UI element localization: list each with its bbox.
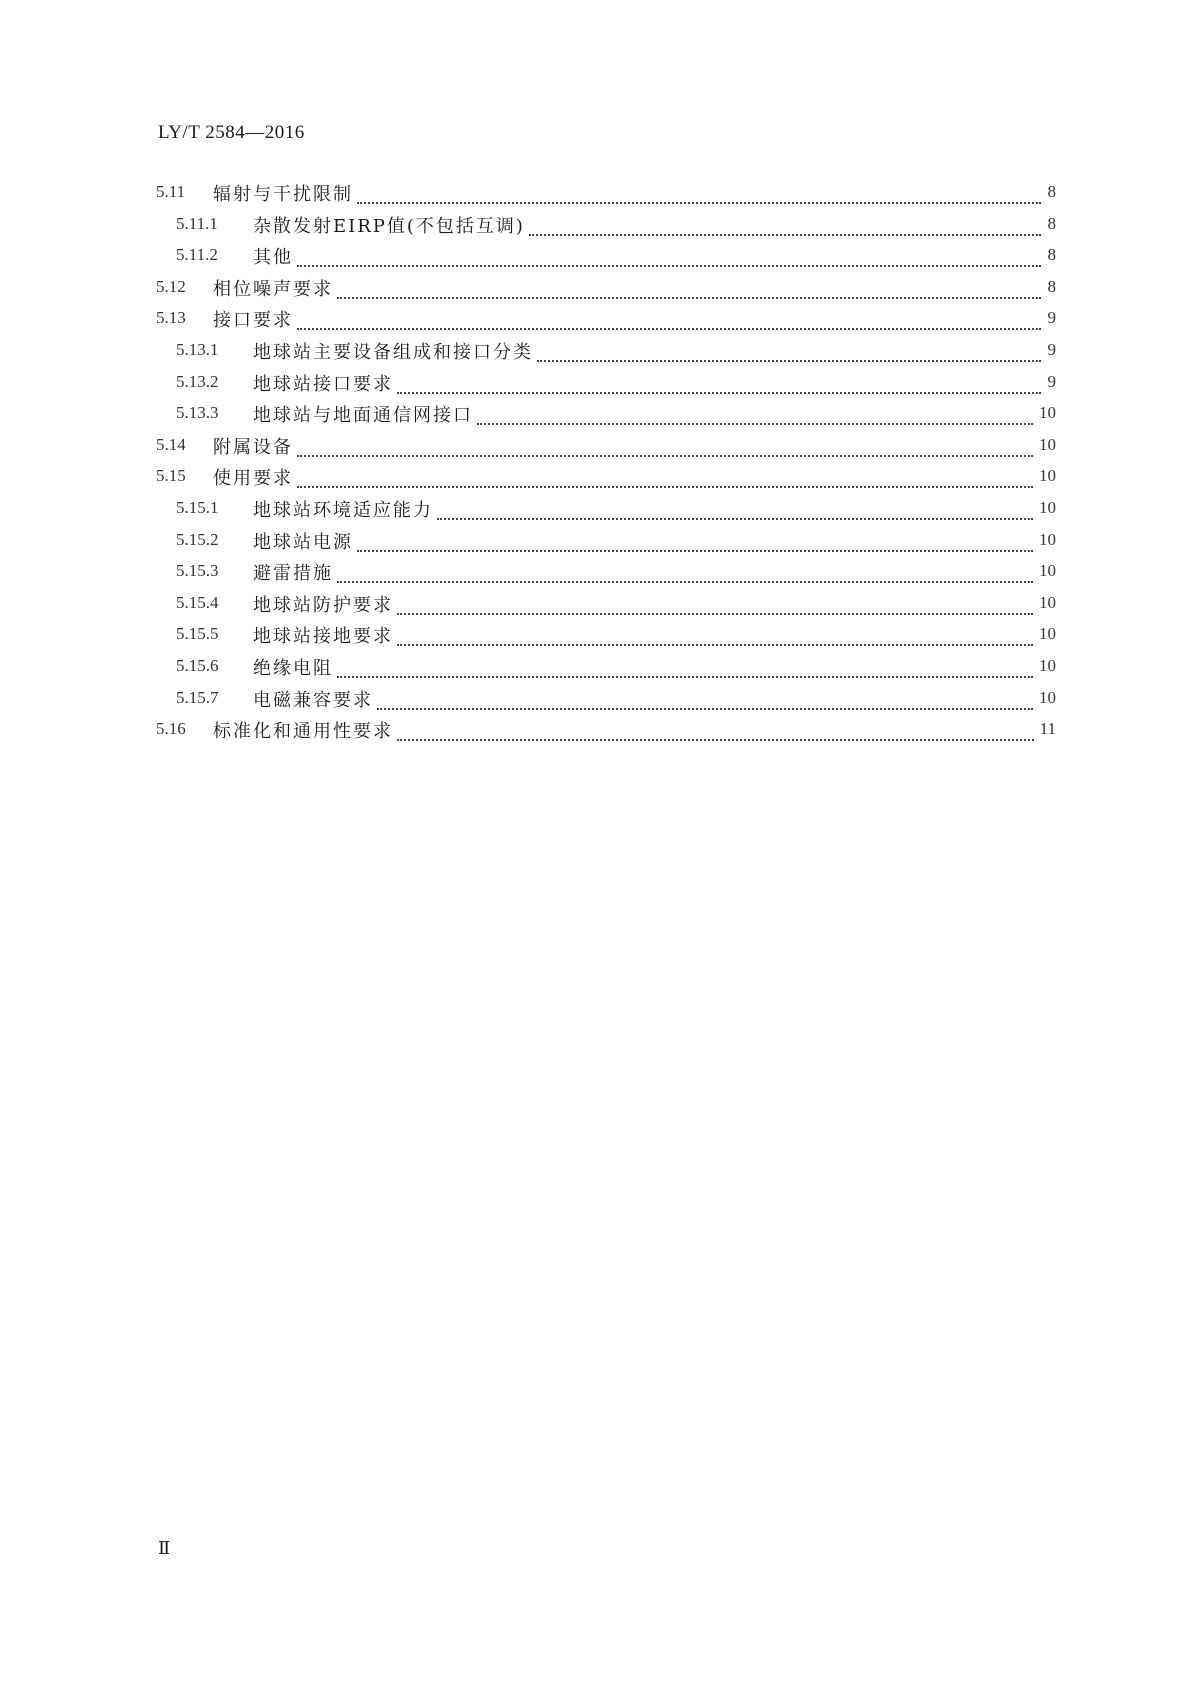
toc-entry-number: 5.15 — [156, 466, 186, 486]
toc-entry-page: 10 — [1033, 593, 1056, 613]
toc-entry[interactable] — [156, 399, 1056, 431]
toc-leader-dots — [337, 652, 1033, 678]
toc-entry-page: 8 — [1042, 245, 1057, 265]
toc-entry-title: 使用要求 — [213, 464, 297, 490]
toc-entry-page: 10 — [1033, 498, 1056, 518]
toc-entry-page: 8 — [1042, 214, 1057, 234]
toc-leader-dots — [357, 178, 1041, 204]
page-number-footer: Ⅱ — [158, 1538, 171, 1558]
toc-entry-title: 地球站防护要求 — [253, 591, 397, 617]
table-of-contents — [156, 178, 1056, 747]
toc-entry-title: 辐射与干扰限制 — [213, 180, 357, 206]
toc-leader-dots — [377, 684, 1033, 710]
toc-entry[interactable] — [156, 273, 1056, 305]
toc-entry-number: 5.11 — [156, 182, 186, 201]
toc-entry-page: 10 — [1033, 435, 1056, 455]
toc-entry-page: 8 — [1042, 182, 1057, 202]
document-id-header: LY/T 2584—2016 — [158, 122, 305, 143]
toc-entry-title: 标准化和通用性要求 — [213, 717, 397, 743]
toc-entry-title: 接口要求 — [213, 306, 297, 332]
toc-leader-dots — [537, 336, 1041, 362]
toc-leader-dots — [397, 589, 1033, 615]
toc-entry-title: 地球站接口要求 — [253, 370, 397, 396]
toc-entry-page: 11 — [1034, 719, 1056, 739]
toc-entry-title: 地球站主要设备组成和接口分类 — [253, 338, 537, 364]
toc-entry[interactable] — [156, 620, 1056, 652]
toc-entry-number: 5.15.1 — [176, 497, 219, 517]
toc-leader-dots — [297, 304, 1041, 330]
toc-entry-number: 5.15.4 — [176, 592, 219, 612]
toc-entry[interactable] — [156, 210, 1056, 242]
toc-entry[interactable] — [156, 336, 1056, 368]
toc-leader-dots — [397, 715, 1034, 741]
toc-entry-title: 附属设备 — [213, 433, 297, 459]
toc-entry-page: 10 — [1033, 624, 1056, 644]
toc-entry[interactable] — [156, 431, 1056, 463]
toc-entry-title: 相位噪声要求 — [213, 275, 337, 301]
toc-entry[interactable] — [156, 368, 1056, 400]
toc-entry-page: 8 — [1042, 277, 1057, 297]
toc-entry-page: 10 — [1033, 403, 1056, 423]
toc-entry-number: 5.11.1 — [176, 213, 218, 233]
toc-entry-page: 10 — [1033, 688, 1056, 708]
toc-entry-number: 5.12 — [156, 276, 186, 296]
toc-entry-number: 5.13.2 — [176, 371, 219, 391]
toc-leader-dots — [357, 526, 1033, 552]
toc-entry-title: 其他 — [253, 243, 297, 269]
toc-entry-number: 5.13.3 — [176, 403, 219, 423]
toc-entry-number: 5.14 — [156, 434, 186, 454]
toc-leader-dots — [337, 273, 1041, 299]
toc-entry[interactable] — [156, 715, 1056, 747]
toc-entry-title: 地球站环境适应能力 — [253, 496, 437, 522]
toc-leader-dots — [297, 462, 1033, 488]
toc-entry-title: 地球站接地要求 — [253, 622, 397, 648]
toc-entry[interactable] — [156, 178, 1056, 210]
toc-entry-page: 10 — [1033, 561, 1056, 581]
toc-entry-title: 地球站电源 — [253, 528, 357, 554]
toc-leader-dots — [297, 241, 1041, 267]
toc-entry[interactable] — [156, 652, 1056, 684]
toc-entry-page: 10 — [1033, 466, 1056, 486]
toc-leader-dots — [397, 620, 1033, 646]
toc-entry-page: 9 — [1042, 340, 1057, 360]
toc-entry-page: 10 — [1033, 656, 1056, 676]
toc-entry-title: 地球站与地面通信网接口 — [253, 401, 477, 427]
toc-entry[interactable] — [156, 494, 1056, 526]
toc-leader-dots — [477, 399, 1033, 425]
toc-entry-page: 10 — [1033, 530, 1056, 550]
toc-entry[interactable] — [156, 462, 1056, 494]
toc-entry-number: 5.15.2 — [176, 529, 219, 549]
toc-entry[interactable] — [156, 684, 1056, 716]
toc-leader-dots — [397, 368, 1041, 394]
toc-entry[interactable] — [156, 557, 1056, 589]
toc-entry-title: 电磁兼容要求 — [253, 686, 377, 712]
toc-leader-dots — [337, 557, 1033, 583]
toc-entry-page: 9 — [1042, 308, 1057, 328]
toc-entry-title: 杂散发射EIRP值(不包括互调) — [253, 212, 529, 238]
toc-entry-number: 5.13.1 — [176, 339, 219, 359]
toc-entry-title: 避雷措施 — [253, 559, 337, 585]
toc-leader-dots — [297, 431, 1033, 457]
toc-entry-number: 5.11.2 — [176, 245, 218, 265]
toc-entry[interactable] — [156, 589, 1056, 621]
toc-leader-dots — [437, 494, 1033, 520]
toc-entry-number: 5.13 — [156, 308, 186, 328]
toc-entry[interactable] — [156, 241, 1056, 273]
toc-leader-dots — [529, 210, 1041, 236]
toc-entry-number: 5.15.5 — [176, 624, 219, 644]
toc-entry[interactable] — [156, 526, 1056, 558]
toc-entry-number: 5.16 — [156, 719, 186, 739]
toc-entry-number: 5.15.3 — [176, 561, 219, 581]
toc-entry[interactable] — [156, 304, 1056, 336]
toc-entry-title: 绝缘电阻 — [253, 654, 337, 680]
toc-entry-number: 5.15.6 — [176, 655, 219, 675]
toc-entry-number: 5.15.7 — [176, 687, 219, 707]
toc-entry-page: 9 — [1042, 372, 1057, 392]
